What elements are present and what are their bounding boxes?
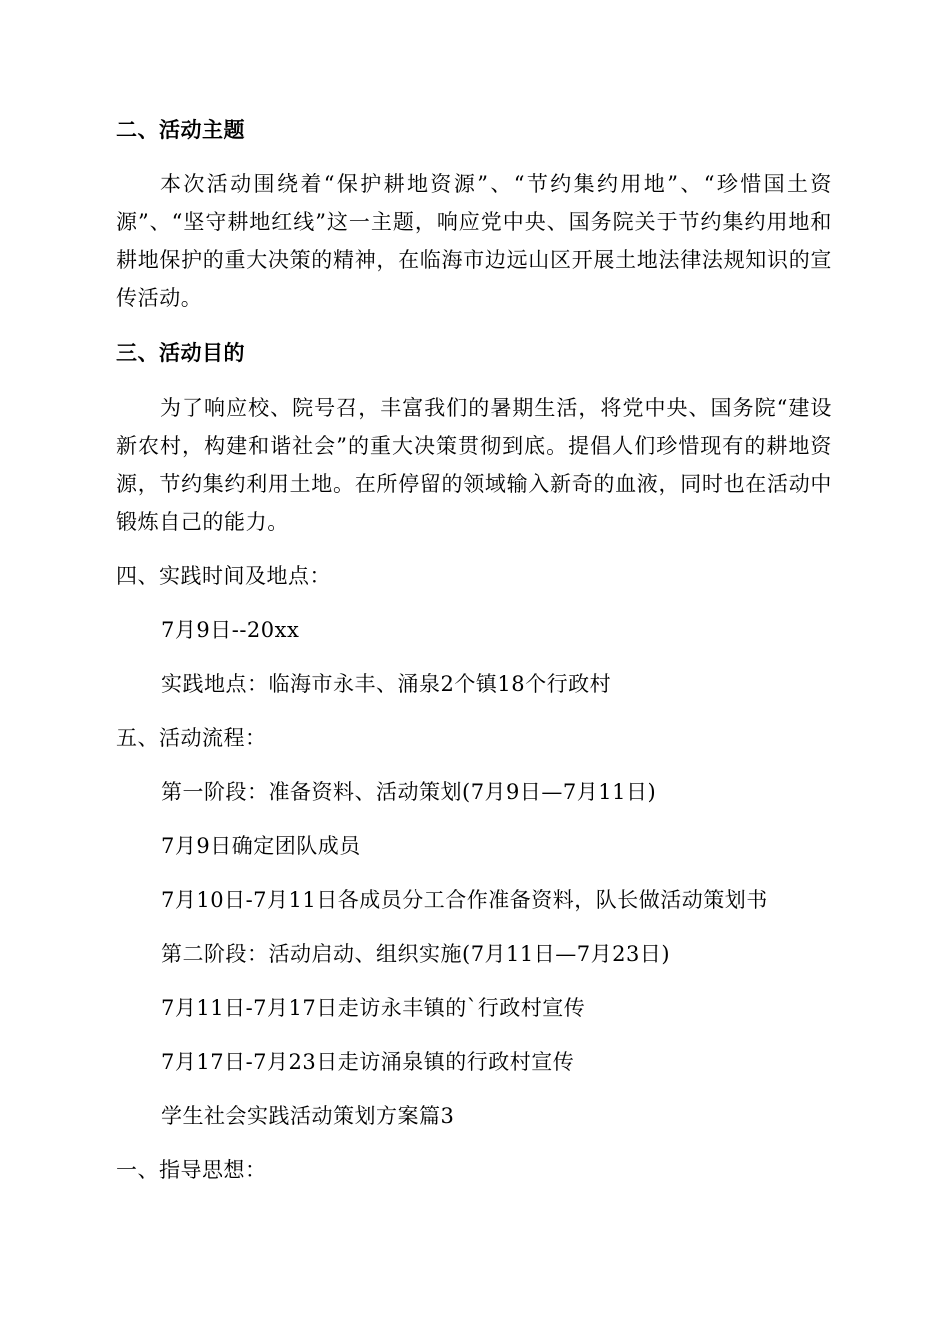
section-heading-time-place: 四、实践时间及地点：	[116, 564, 331, 588]
section-heading-theme: 二、活动主题	[116, 117, 245, 142]
process-item: 7月9日确定团队成员	[161, 834, 361, 858]
section-heading-process: 五、活动流程：	[116, 726, 267, 750]
practice-place: 实践地点：临海市永丰、涌泉2个镇18个行政村	[161, 672, 612, 696]
section-heading-purpose: 三、活动目的	[116, 340, 245, 365]
process-item: 7月17日-7月23日走访涌泉镇的行政村宣传	[161, 1050, 575, 1074]
next-document-title: 学生社会实践活动策划方案篇3	[161, 1104, 455, 1128]
process-item: 第一阶段：准备资料、活动策划(7月9日—7月11日)	[161, 780, 657, 804]
process-item: 7月10日-7月11日各成员分工合作准备资料，队长做活动策划书	[161, 888, 768, 912]
process-item: 第二阶段：活动启动、组织实施(7月11日—7月23日)	[161, 942, 671, 966]
theme-paragraph: 本次活动围绕着“保护耕地资源”、“节约集约用地”、“珍惜国土资源”、“坚守耕地红线”这一主题，响应党中央、国务院关于节约集约用地和耕地保护的重大决策的精神，在临海市边远山区开展土地法律法规知识的宣传活动。	[116, 172, 832, 310]
practice-time: 7月9日--20xx	[161, 618, 300, 642]
process-item: 7月11日-7月17日走访永丰镇的`行政村宣传	[161, 996, 586, 1020]
section-heading-guiding-thought: 一、指导思想：	[116, 1158, 267, 1182]
purpose-paragraph: 为了响应校、院号召，丰富我们的暑期生活，将党中央、国务院“建设新农村，构建和谐社会”的重大决策贯彻到底。提倡人们珍惜现有的耕地资源，节约集约利用土地。在所停留的领域输入新奇的血液，同时也在活动中锻炼自己的能力。	[116, 396, 832, 534]
